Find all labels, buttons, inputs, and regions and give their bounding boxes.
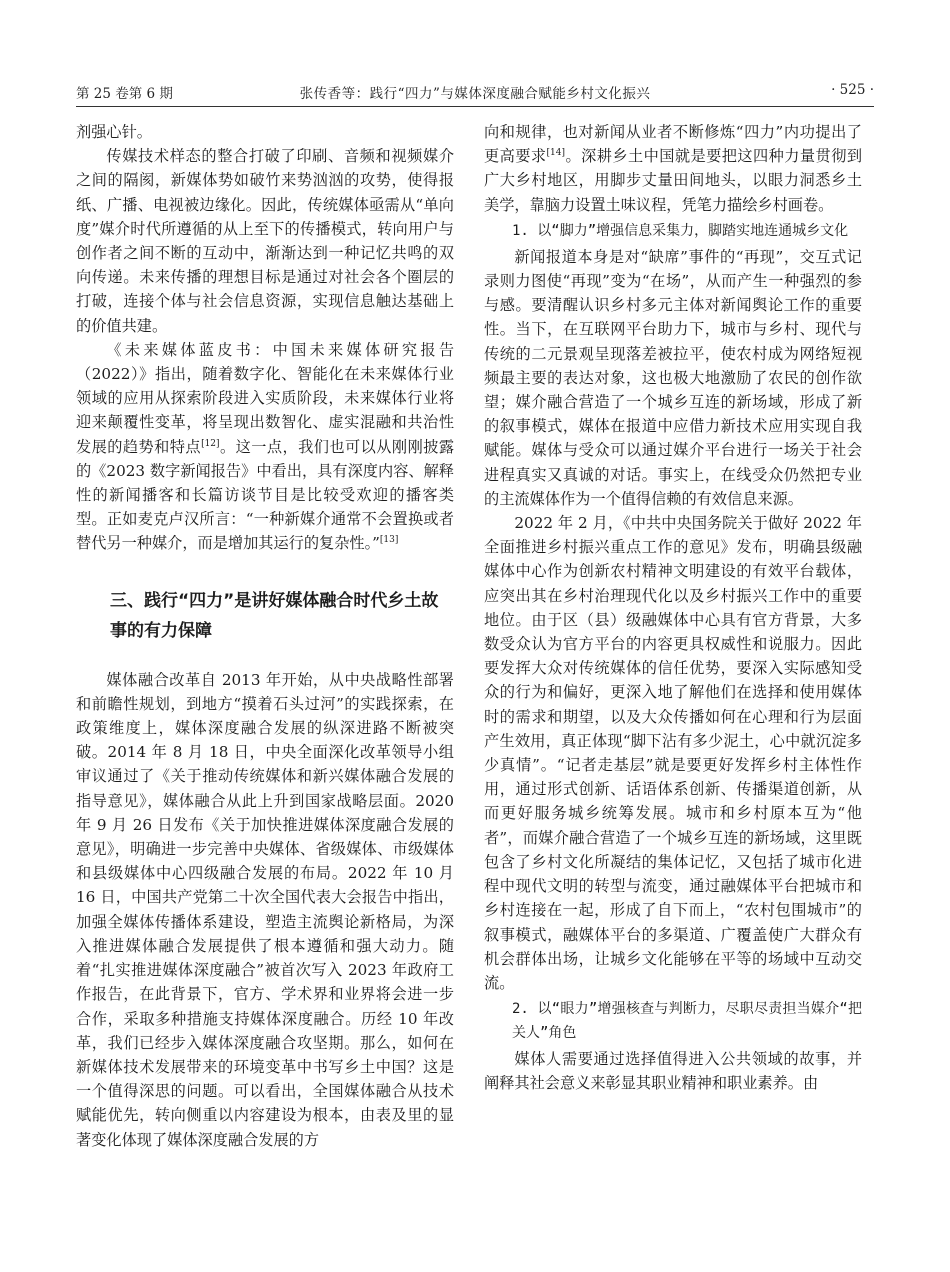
paragraph: 新闻报道本身是对“缺席”事件的“再现”，交互式记录则力图使“再现”变为“在场”，从而产生一种强烈的参与感。要清醒认识乡村多元主体对新闻舆论工作的重要性。当下，在互联网平台助力下，城市与乡村、现代与传统的二元景观呈现落差被拉平，使农村成为网络短视频最主要的表达对象，这也极大地激励了农民的创作欲望；媒介融合营造了一个城乡互连的新场域，形成了新的叙事模式，媒体在报道中应借力新技术应用实现自我赋能。媒体与受众可以通过媒介平台进行一场关于社会进程真实又真诚的对话。事实上，在线受众仍然把专业的主流媒体作为一个值得信赖的有效信息来源。 bbox=[484, 247, 862, 508]
section-heading: 三、践行“四力”是讲好媒体融合时代乡土故事的有力保障 bbox=[110, 590, 439, 641]
citation-ref: [12] bbox=[201, 438, 220, 449]
paragraph bbox=[484, 120, 862, 217]
right-column bbox=[484, 120, 862, 1096]
page-number: · 525 · bbox=[831, 82, 874, 98]
paragraph: 2022 年 2 月，《中共中央国务院关于做好 2022 年全面推进乡村振兴重点工作的意见》发布，明确县级融媒体中心作为创新农村精神文明建设的有效平台载体，应突出其在乡村治理现代化以及乡村振兴工作中的重要地位。由于区（县）级融媒体中心具有官方背景，大多数受众认为官方平台的内容更具权威性和说服力。因此要发挥大众对传统媒体的信任优势，要深入实际感知受众的行为和偏好，更深入地了解他们在选择和使用媒体时的需求和期望，以及大众传播如何在心理和行为层面产生效用，真正体现“脚下沾有多少泥土，心中就沉淀多少真情”。“记者走基层”就是要更好发挥乡村主体性作用，通过形式创新、话语体系创新、传播渠道创新，从而更好服务城乡统筹发展。城市和乡村原本互为“他者”，而媒介融合营造了一个城乡互连的新场域，这里既包含了乡村文化所凝结的集体记忆，又包括了城市化进程中现代文明的转型与流变，通过融媒体平台把城市和乡村连接在一起，形成了自下而上，“农村包围城市”的叙事模式，融媒体平台的多渠道、广覆盖使广大群众有机会群体出场，让城乡文化能够在平等的场域中互动交流。 bbox=[484, 514, 862, 992]
text: 《未来媒体蓝皮书：中国未来媒体研究报告（2022）》指出，随着数字化、智能化在未来媒体行业领域的应用从探索阶段进入实质阶段，未来媒体行业将迎来颠覆性变革，将呈现出数智化、虚实混融和共治性发展的趋势和特点 bbox=[76, 340, 454, 456]
paragraph: 媒体融合改革自 2013 年开始，从中央战略性部署和前瞻性规划，到地方“摸着石头过河”的实践探索，在政策维度上，媒体深度融合发展的纵深进路不断被突破。2014 年 8 月 18 日，中央全面深化改革领导小组审议通过了《关于推动传统媒体和新兴媒体融合发展的指导意见》，媒体融合从此上升到国家战略层面。2020 年 9 月 26 日发布《关于加快推进媒体深度融合发展的意见》，明确进一步完善中央媒体、省级媒体、市级媒体和县级媒体中心四级融合发展的布局。2022 年 10 月 16 日，中国共产党第二十次全国代表大会报告中指出，加强全媒体传播体系建设，塑造主流舆论新格局，为深入推进媒体融合发展提供了根本遵循和强大动力。随着“扎实推进媒体深度融合”被首次写入 2023 年政府工作报告，在此背景下，官方、学术界和业界将会进一步合作，采取多种措施支持媒体深度融合。历经 10 年改革，我们已经步入媒体深度融合攻坚期。那么，如何在新媒体技术发展带来的环境变革中书写乡土中国？这是一个值得深思的问题。可以看出，全国媒体融合从技术赋能优先，转向侧重以内容建设为根本，由表及里的显著变化体现了媒体深度融合发展的方 bbox=[76, 670, 454, 1149]
citation-ref: [13] bbox=[379, 535, 399, 546]
paragraph: 传媒技术样态的整合打破了印刷、音频和视频媒介之间的隔阂，新媒体势如破竹来势汹汹的攻势，使得报纸、广播、电视被边缘化。因此，传统媒体亟需从“单向度”媒介时代所遵循的从上至下的传播模式，转向用户与创作者之间不断的互动中，渐渐达到一种记忆共鸣的双向传递。未来传播的理想目标是通过对社会各个圈层的打破，连接个体与社会信息资源，实现信息触达基础上的价值共建。 bbox=[76, 147, 454, 335]
subsection-heading: 1. 以“脚力”增强信息采集力，脚踏实地连通城乡文化 bbox=[512, 222, 849, 239]
paragraph: 媒体人需要通过选择值得进入公共领域的故事，并阐释其社会意义来彰显其职业精神和职业素养。由 bbox=[484, 1050, 862, 1093]
paragraph: 剂强心针。 bbox=[76, 123, 152, 141]
citation-ref: [14] bbox=[546, 148, 566, 159]
text: 。深耕乡土中国就是要把这四种力量贯彻到广大乡村地区，用脚步丈量田间地头，以眼力洞悉乡土美学，靠脑力设置土味议程，凭笔力描绘乡村画卷。 bbox=[484, 147, 863, 214]
text: 。这一点，我们也可以从刚刚披露的《2023 数字新闻报告》中看出，具有深度内容、解释性的新闻播客和长篇访谈节目是比较受欢迎的播客类型。正如麦克卢汉所言：“一种新媒介通常不会置换或者替代另一种媒介，而是增加其运行的复杂性。” bbox=[76, 437, 455, 553]
subsection-heading: 2. 以“眼力”增强核查与判断力，尽职尽责担当媒介“把关人”角色 bbox=[512, 1001, 862, 1042]
header-rule bbox=[76, 106, 874, 107]
running-header bbox=[76, 82, 874, 106]
left-column bbox=[76, 120, 454, 1152]
journal-volume: 第 25 卷第 6 期 bbox=[76, 86, 173, 102]
text: 向和规律，也对新闻从业者不断修炼“四力”内功提出了更高要求 bbox=[484, 123, 862, 166]
running-title: 张传香等：践行“四力”与媒体深度融合赋能乡村文化振兴 bbox=[299, 86, 651, 102]
paragraph bbox=[76, 338, 454, 556]
